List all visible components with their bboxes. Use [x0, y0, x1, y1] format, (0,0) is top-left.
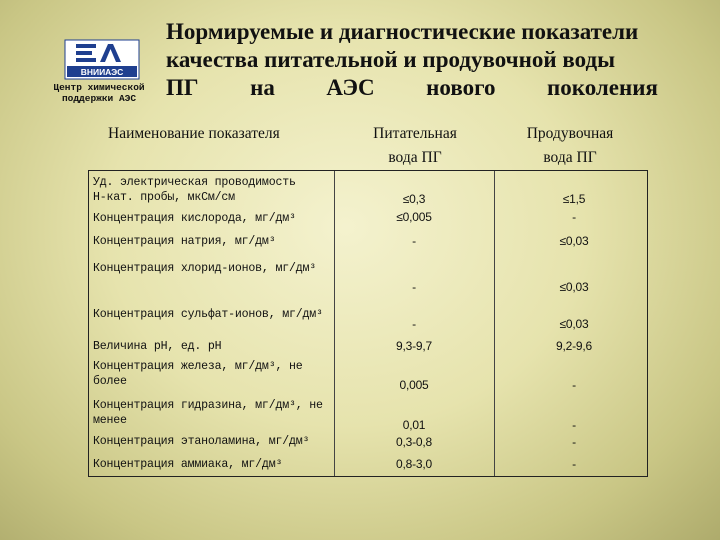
header-indicator-name: Наименование показателя: [108, 125, 280, 142]
header-blowdown-water-line: вода ПГ: [543, 149, 597, 166]
row-feed-value: 0,005: [399, 378, 429, 392]
page-title: [166, 18, 658, 102]
row-blow-value: -: [572, 210, 576, 224]
vniiaes-logo: [62, 38, 142, 80]
row-name-hydrazine: Концентрация гидразина, мг/дм³, не менее: [93, 399, 323, 427]
logo-text: ВНИИАЭС: [80, 67, 124, 77]
row-name-oxygen: Концентрация кислорода, мг/дм³: [93, 212, 296, 225]
row-feed-value: 0,8-3,0: [396, 457, 432, 471]
title-line-3: [166, 74, 658, 102]
row-feed-value: ≤0,3: [402, 192, 426, 206]
row-blow-value: 9,2-9,6: [556, 339, 592, 353]
row-blow-value: ≤0,03: [559, 317, 589, 331]
header-feed-water-line: вода ПГ: [388, 149, 442, 166]
row-name-ammonia: Концентрация аммиака, мг/дм³: [93, 458, 283, 471]
row-name-ph: Величина рН, ед. рН: [93, 340, 222, 353]
row-feed-value: 0,01: [402, 418, 426, 432]
title-word: нового: [426, 75, 496, 100]
header-feed-water: [360, 122, 470, 170]
title-line-1: Нормируемые и диагностические показатели: [166, 19, 639, 44]
title-word: на: [250, 75, 275, 100]
row-blow-value: -: [572, 435, 576, 449]
column-divider: [334, 171, 335, 476]
row-feed-value: ≤0,005: [396, 210, 432, 224]
column-divider: [494, 171, 495, 476]
title-word: поколения: [547, 75, 658, 100]
header-blowdown-water-line: Продувочная: [526, 125, 614, 142]
row-blow-value: ≤0,03: [559, 234, 589, 248]
row-blow-value: -: [572, 378, 576, 392]
header-feed-water-line: Питательная: [373, 125, 457, 142]
title-word: ПГ: [166, 75, 199, 100]
title-word: АЭС: [326, 75, 375, 100]
row-blow-value: -: [572, 418, 576, 432]
row-name-chloride: Концентрация хлорид-ионов, мг/дм³: [93, 262, 316, 275]
vniiaes-logo-icon: [62, 38, 142, 80]
row-blow-value: ≤1,5: [562, 192, 586, 206]
row-name-ethanolamine: Концентрация этаноламина, мг/дм³: [93, 435, 310, 448]
row-feed-value: -: [412, 317, 416, 331]
title-line-2: качества питательной и продувочной воды: [166, 47, 616, 72]
row-feed-value: -: [412, 234, 416, 248]
row-blow-value: -: [572, 457, 576, 471]
row-feed-value: 0,3-0,8: [396, 435, 432, 449]
row-name-iron: Концентрация железа, мг/дм³, не более: [93, 360, 303, 388]
logo-caption: Центр химической поддержки АЭС: [53, 82, 145, 104]
row-blow-value: ≤0,03: [559, 280, 589, 294]
row-feed-value: -: [412, 280, 416, 294]
indicators-table: [88, 170, 648, 477]
header-blowdown-water: [500, 122, 640, 170]
row-name-sulfate: Концентрация сульфат-ионов, мг/дм³: [93, 308, 323, 321]
row-feed-value: 9,3-9,7: [396, 339, 432, 353]
row-name-conductivity: Уд. электрическая проводимость Н-кат. пробы, мкСм/см: [93, 176, 296, 204]
row-name-sodium: Концентрация натрия, мг/дм³: [93, 235, 276, 248]
